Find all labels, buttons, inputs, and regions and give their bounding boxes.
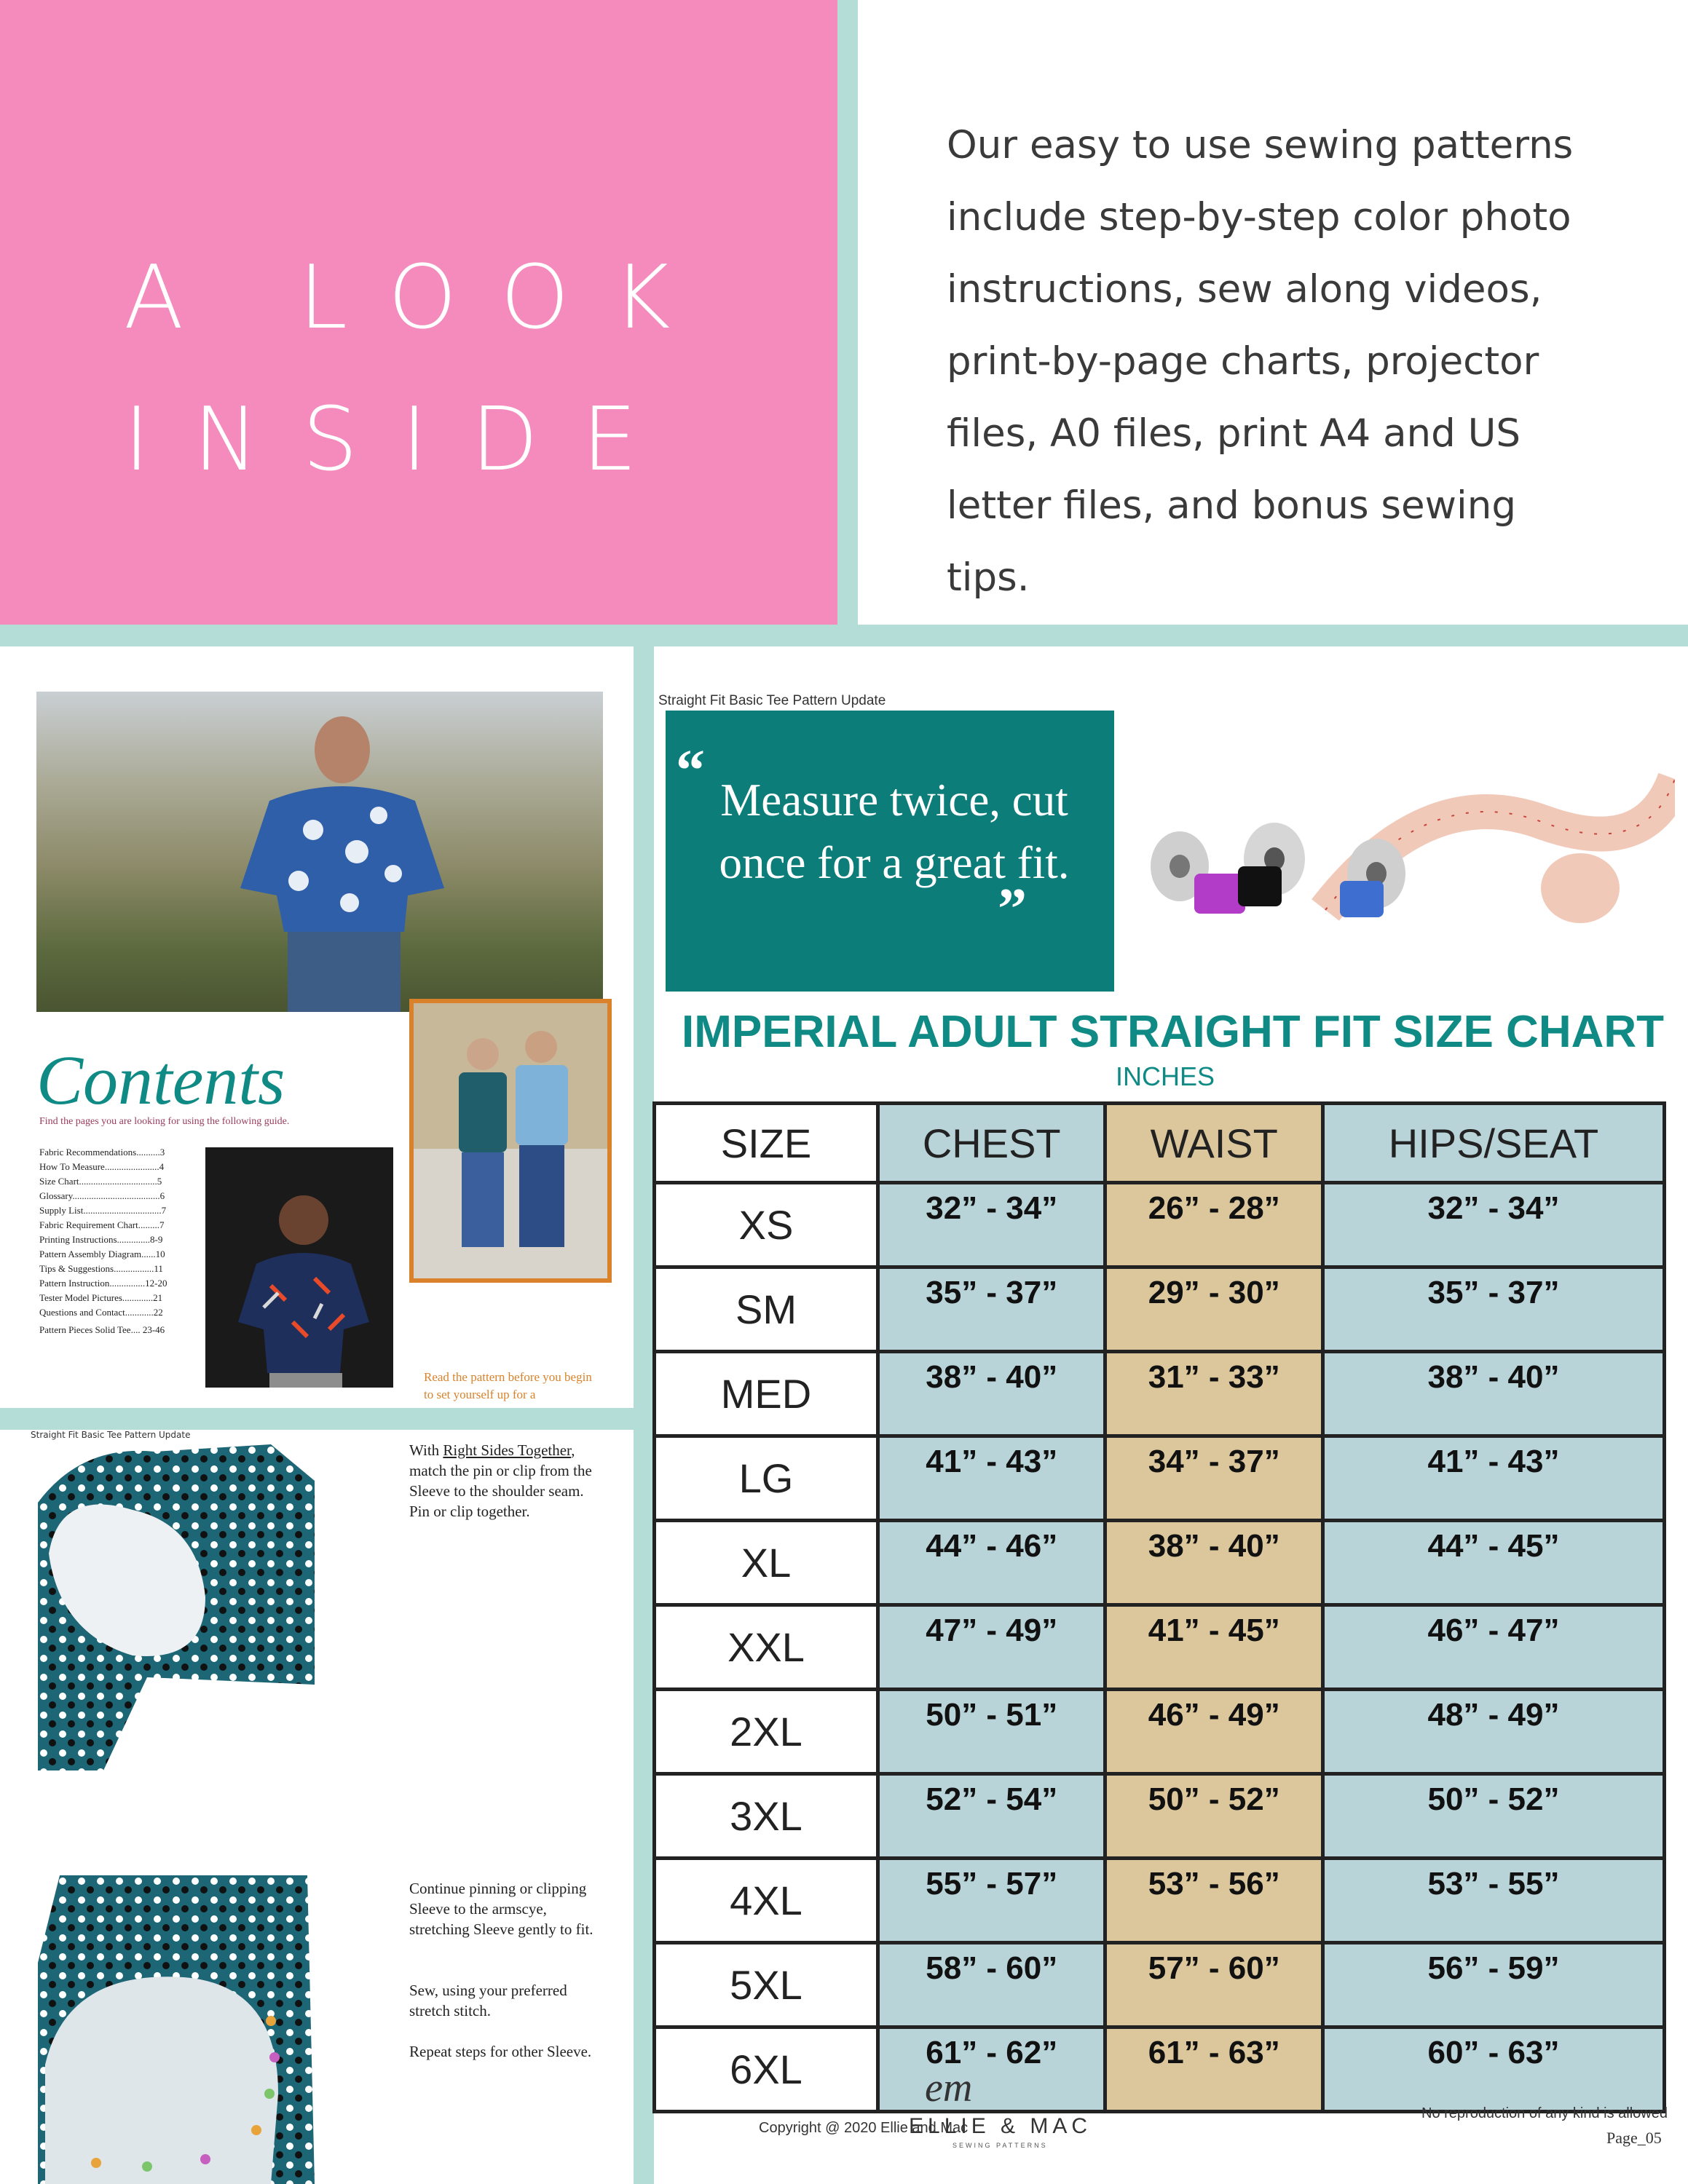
toc-item[interactable]: Pattern Instruction...............12-20 [39, 1278, 167, 1289]
hips-cell: 44” - 45” [1322, 1521, 1664, 1605]
chest-cell: 58” - 60” [878, 1943, 1105, 2027]
quote-close-mark: ” [998, 877, 1027, 941]
waist-cell: 31” - 33” [1105, 1352, 1322, 1436]
reproduction-notice: No reproduction of any kind is allowed [1421, 2105, 1668, 2121]
quote-box [666, 711, 1114, 992]
logo-tagline: SEWING PATTERNS [953, 2142, 1048, 2149]
chest-cell: 35” - 37” [878, 1267, 1105, 1352]
step-1-prefix: With [409, 1441, 443, 1459]
waist-cell: 29” - 30” [1105, 1267, 1322, 1352]
step-4-text: Repeat steps for other Sleeve. [409, 2043, 592, 2060]
chest-cell: 55” - 57” [878, 1859, 1105, 1943]
table-row [655, 1267, 1665, 1352]
instruction-page-preview [0, 1430, 634, 2184]
size-cell: 6XL [655, 2027, 878, 2112]
sleeve-photo-1 [38, 1444, 315, 1770]
waist-cell: 38” - 40” [1105, 1521, 1322, 1605]
size-chart-body [655, 1104, 1665, 2112]
hips-cell: 38” - 40” [1322, 1352, 1664, 1436]
contents-page-preview [0, 646, 634, 1408]
logo-name: ELLIE & MAC [909, 2114, 1092, 2138]
waist-cell: 53” - 56” [1105, 1859, 1322, 1943]
chest-cell: 38” - 40” [878, 1352, 1105, 1436]
table-row [655, 1859, 1665, 1943]
chest-cell: 61” - 62” [878, 2027, 1105, 2112]
table-row [655, 1436, 1665, 1521]
toc-item[interactable]: Glossary.....................................6 [39, 1190, 165, 1201]
hips-cell: 50” - 52” [1322, 1774, 1664, 1859]
column-header-waist: WAIST [1105, 1104, 1322, 1183]
chart-title: IMPERIAL ADULT STRAIGHT FIT SIZE CHART [682, 1007, 1665, 1057]
size-cell: 3XL [655, 1774, 878, 1859]
sleeve-photo-2 [38, 1875, 315, 2184]
toc-item[interactable]: Pattern Assembly Diagram......10 [39, 1249, 165, 1259]
chart-header-row [655, 1104, 1665, 1183]
size-chart-table [652, 1101, 1666, 2113]
column-header-hips: HIPS/SEAT [1322, 1104, 1664, 1183]
hips-cell: 46” - 47” [1322, 1605, 1664, 1690]
chest-cell: 47” - 49” [878, 1605, 1105, 1690]
toc-item[interactable]: Tester Model Pictures.............21 [39, 1292, 163, 1303]
waist-cell: 26” - 28” [1105, 1183, 1322, 1267]
toc-item[interactable]: Supply List.................................7 [39, 1205, 167, 1216]
chest-cell: 44” - 46” [878, 1521, 1105, 1605]
chest-cell: 50” - 51” [878, 1690, 1105, 1774]
table-row [655, 1943, 1665, 2027]
waist-cell: 57” - 60” [1105, 1943, 1322, 2027]
table-row [655, 1183, 1665, 1267]
model-photo-figure [36, 692, 603, 1012]
hips-cell: 56” - 59” [1322, 1943, 1664, 2027]
step-1-text [409, 1440, 606, 1522]
hips-cell: 35” - 37” [1322, 1267, 1664, 1352]
size-chart-header: Straight Fit Basic Tee Pattern Update [658, 693, 886, 708]
size-cell: LG [655, 1436, 878, 1521]
table-row [655, 1605, 1665, 1690]
model-photo-2 [205, 1147, 393, 1388]
toc-item[interactable]: Fabric Recommendations..........3 [39, 1147, 165, 1158]
toc-item[interactable]: Fabric Requirement Chart.........7 [39, 1219, 165, 1230]
size-cell: XS [655, 1183, 878, 1267]
size-cell: MED [655, 1352, 878, 1436]
model-photo [36, 692, 603, 1012]
size-cell: XL [655, 1521, 878, 1605]
toc-item[interactable]: Questions and Contact............22 [39, 1307, 163, 1318]
contents-subtitle: Find the pages you are looking for using the following guide. [39, 1116, 290, 1127]
chest-cell: 32” - 34” [878, 1183, 1105, 1267]
step-1-suffix: , match the pin or clip from the Sleeve to the shoulder seam. Pin or clip together. [409, 1441, 592, 1520]
toc-list [39, 1145, 200, 1337]
size-cell: 2XL [655, 1690, 878, 1774]
hero-title-block [0, 0, 837, 625]
step-2-text: Continue pinning or clipping Sleeve to the armscye, stretching Sleeve gently to fit. [409, 1880, 593, 1938]
intro-description: Our easy to use sewing patterns include step-by-step color photo instructions, sew along videos, print-by-page charts, projector files, A0 files, print A4 and US letter files, and bonus sewing tips. [947, 123, 1574, 600]
table-row [655, 1352, 1665, 1436]
column-header-size: SIZE [655, 1104, 878, 1183]
table-row [655, 2027, 1665, 2112]
size-cell: SM [655, 1267, 878, 1352]
size-cell: XXL [655, 1605, 878, 1690]
contents-caption: Read the pattern before you begin to set yourself up for a [424, 1370, 592, 1401]
model-photo-2-figure [205, 1147, 393, 1388]
step-3-text: Sew, using your preferred stretch stitch. [409, 1982, 567, 2019]
table-row [655, 1521, 1665, 1605]
column-header-chest: CHEST [878, 1104, 1105, 1183]
size-cell: 4XL [655, 1859, 878, 1943]
hero-title-line2: INSIDE [124, 389, 681, 491]
waist-cell: 34” - 37” [1105, 1436, 1322, 1521]
toc-item[interactable]: Size Chart.................................5 [39, 1176, 162, 1187]
chart-unit: INCHES [1116, 1061, 1215, 1091]
hips-cell: 48” - 49” [1322, 1690, 1664, 1774]
toc-item[interactable]: Printing Instructions..............8-9 [39, 1234, 163, 1245]
spools-and-tape-image [1136, 764, 1675, 939]
testers-photo [409, 999, 612, 1283]
step-1-underlined: Right Sides Together [443, 1441, 572, 1459]
chest-cell: 52” - 54” [878, 1774, 1105, 1859]
hips-cell: 60” - 63” [1322, 2027, 1664, 2112]
instruction-header: Straight Fit Basic Tee Pattern Update [31, 1430, 191, 1440]
hips-cell: 32” - 34” [1322, 1183, 1664, 1267]
testers-photo-figures [414, 1003, 607, 1278]
page-number: Page_05 [1606, 2129, 1662, 2147]
toc-item[interactable]: Tips & Suggestions.................11 [39, 1263, 163, 1274]
quote-open-mark: “ [676, 739, 705, 803]
copyright-text: Copyright @ 2020 Ellie and Mac [759, 2120, 969, 2136]
waist-cell: 61” - 63” [1105, 2027, 1322, 2112]
table-row [655, 1774, 1665, 1859]
logo-mark: em [925, 2065, 973, 2110]
size-cell: 5XL [655, 1943, 878, 2027]
chest-cell: 41” - 43” [878, 1436, 1105, 1521]
hips-cell: 53” - 55” [1322, 1859, 1664, 1943]
quote-text: Measure twice, cut once for a great fit. [719, 775, 1070, 888]
contents-heading: Contents [36, 1041, 285, 1119]
table-row [655, 1690, 1665, 1774]
waist-cell: 50” - 52” [1105, 1774, 1322, 1859]
hero-title-line1: A LOOK [124, 248, 714, 349]
waist-cell: 41” - 45” [1105, 1605, 1322, 1690]
toc-item[interactable]: Pattern Pieces Solid Tee.... 23-46 [39, 1324, 165, 1335]
waist-cell: 46” - 49” [1105, 1690, 1322, 1774]
toc-item[interactable]: How To Measure.......................4 [39, 1161, 165, 1172]
hips-cell: 41” - 43” [1322, 1436, 1664, 1521]
